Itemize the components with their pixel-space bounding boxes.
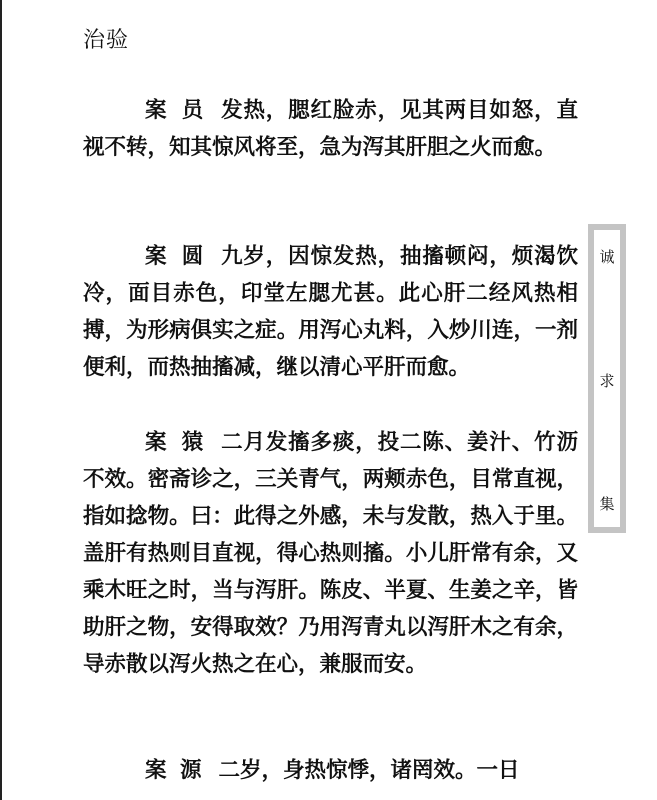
case-paragraph-3	[83, 424, 578, 683]
side-tab-char-3: 集	[599, 495, 615, 513]
side-thumb-tab[interactable]	[588, 224, 626, 533]
side-tab-char-2: 求	[599, 371, 615, 390]
case-label-2: 案 圆	[145, 244, 208, 269]
case-label-3: 案 猿	[145, 430, 208, 455]
case-paragraph-2	[83, 238, 578, 386]
section-heading: 治验	[83, 28, 130, 53]
case-text-2: 九岁，因惊发热，抽搐顿闷，烦渴饮冷，面目赤色，印堂左腮尤甚。此心肝二经风热相搏，为形病俱实之症。用泻心丸料，入炒川连，一剂便利，而热抽搐减，继以清心平肝而愈。	[83, 244, 578, 380]
case-label-1: 案 员	[145, 98, 208, 123]
case-text-3: 二月发搐多痰，投二陈、姜汁、竹沥不效。密斋诊之，三关青气，两颊赤色，目常直视，指如捻物。曰：此得之外感，未与发散，热入于里。盖肝有热则目直视，得心热则搐。小儿肝常有余，又乘木旺之时，当与泻肝。陈皮、半夏、生姜之辛，皆助肝之物，安得取效？乃用泻青丸以泻肝木之有余，导赤散以泻火热之在心，兼服而安。	[83, 430, 578, 677]
case-label-4: 案 源	[145, 758, 205, 783]
side-tab-inner	[594, 230, 620, 527]
case-paragraph-1	[83, 92, 578, 166]
case-text-4: 二岁，身热惊悸，诸罔效。一日	[218, 758, 520, 783]
case-text-1: 发热，腮红脸赤，见其两目如怒，直视不转，知其惊风将至，急为泻其肝胆之火而愈。	[83, 98, 578, 160]
case-paragraph-4	[83, 752, 578, 792]
page-edge-line	[0, 0, 2, 800]
side-tab-char-1: 诚	[599, 248, 615, 266]
